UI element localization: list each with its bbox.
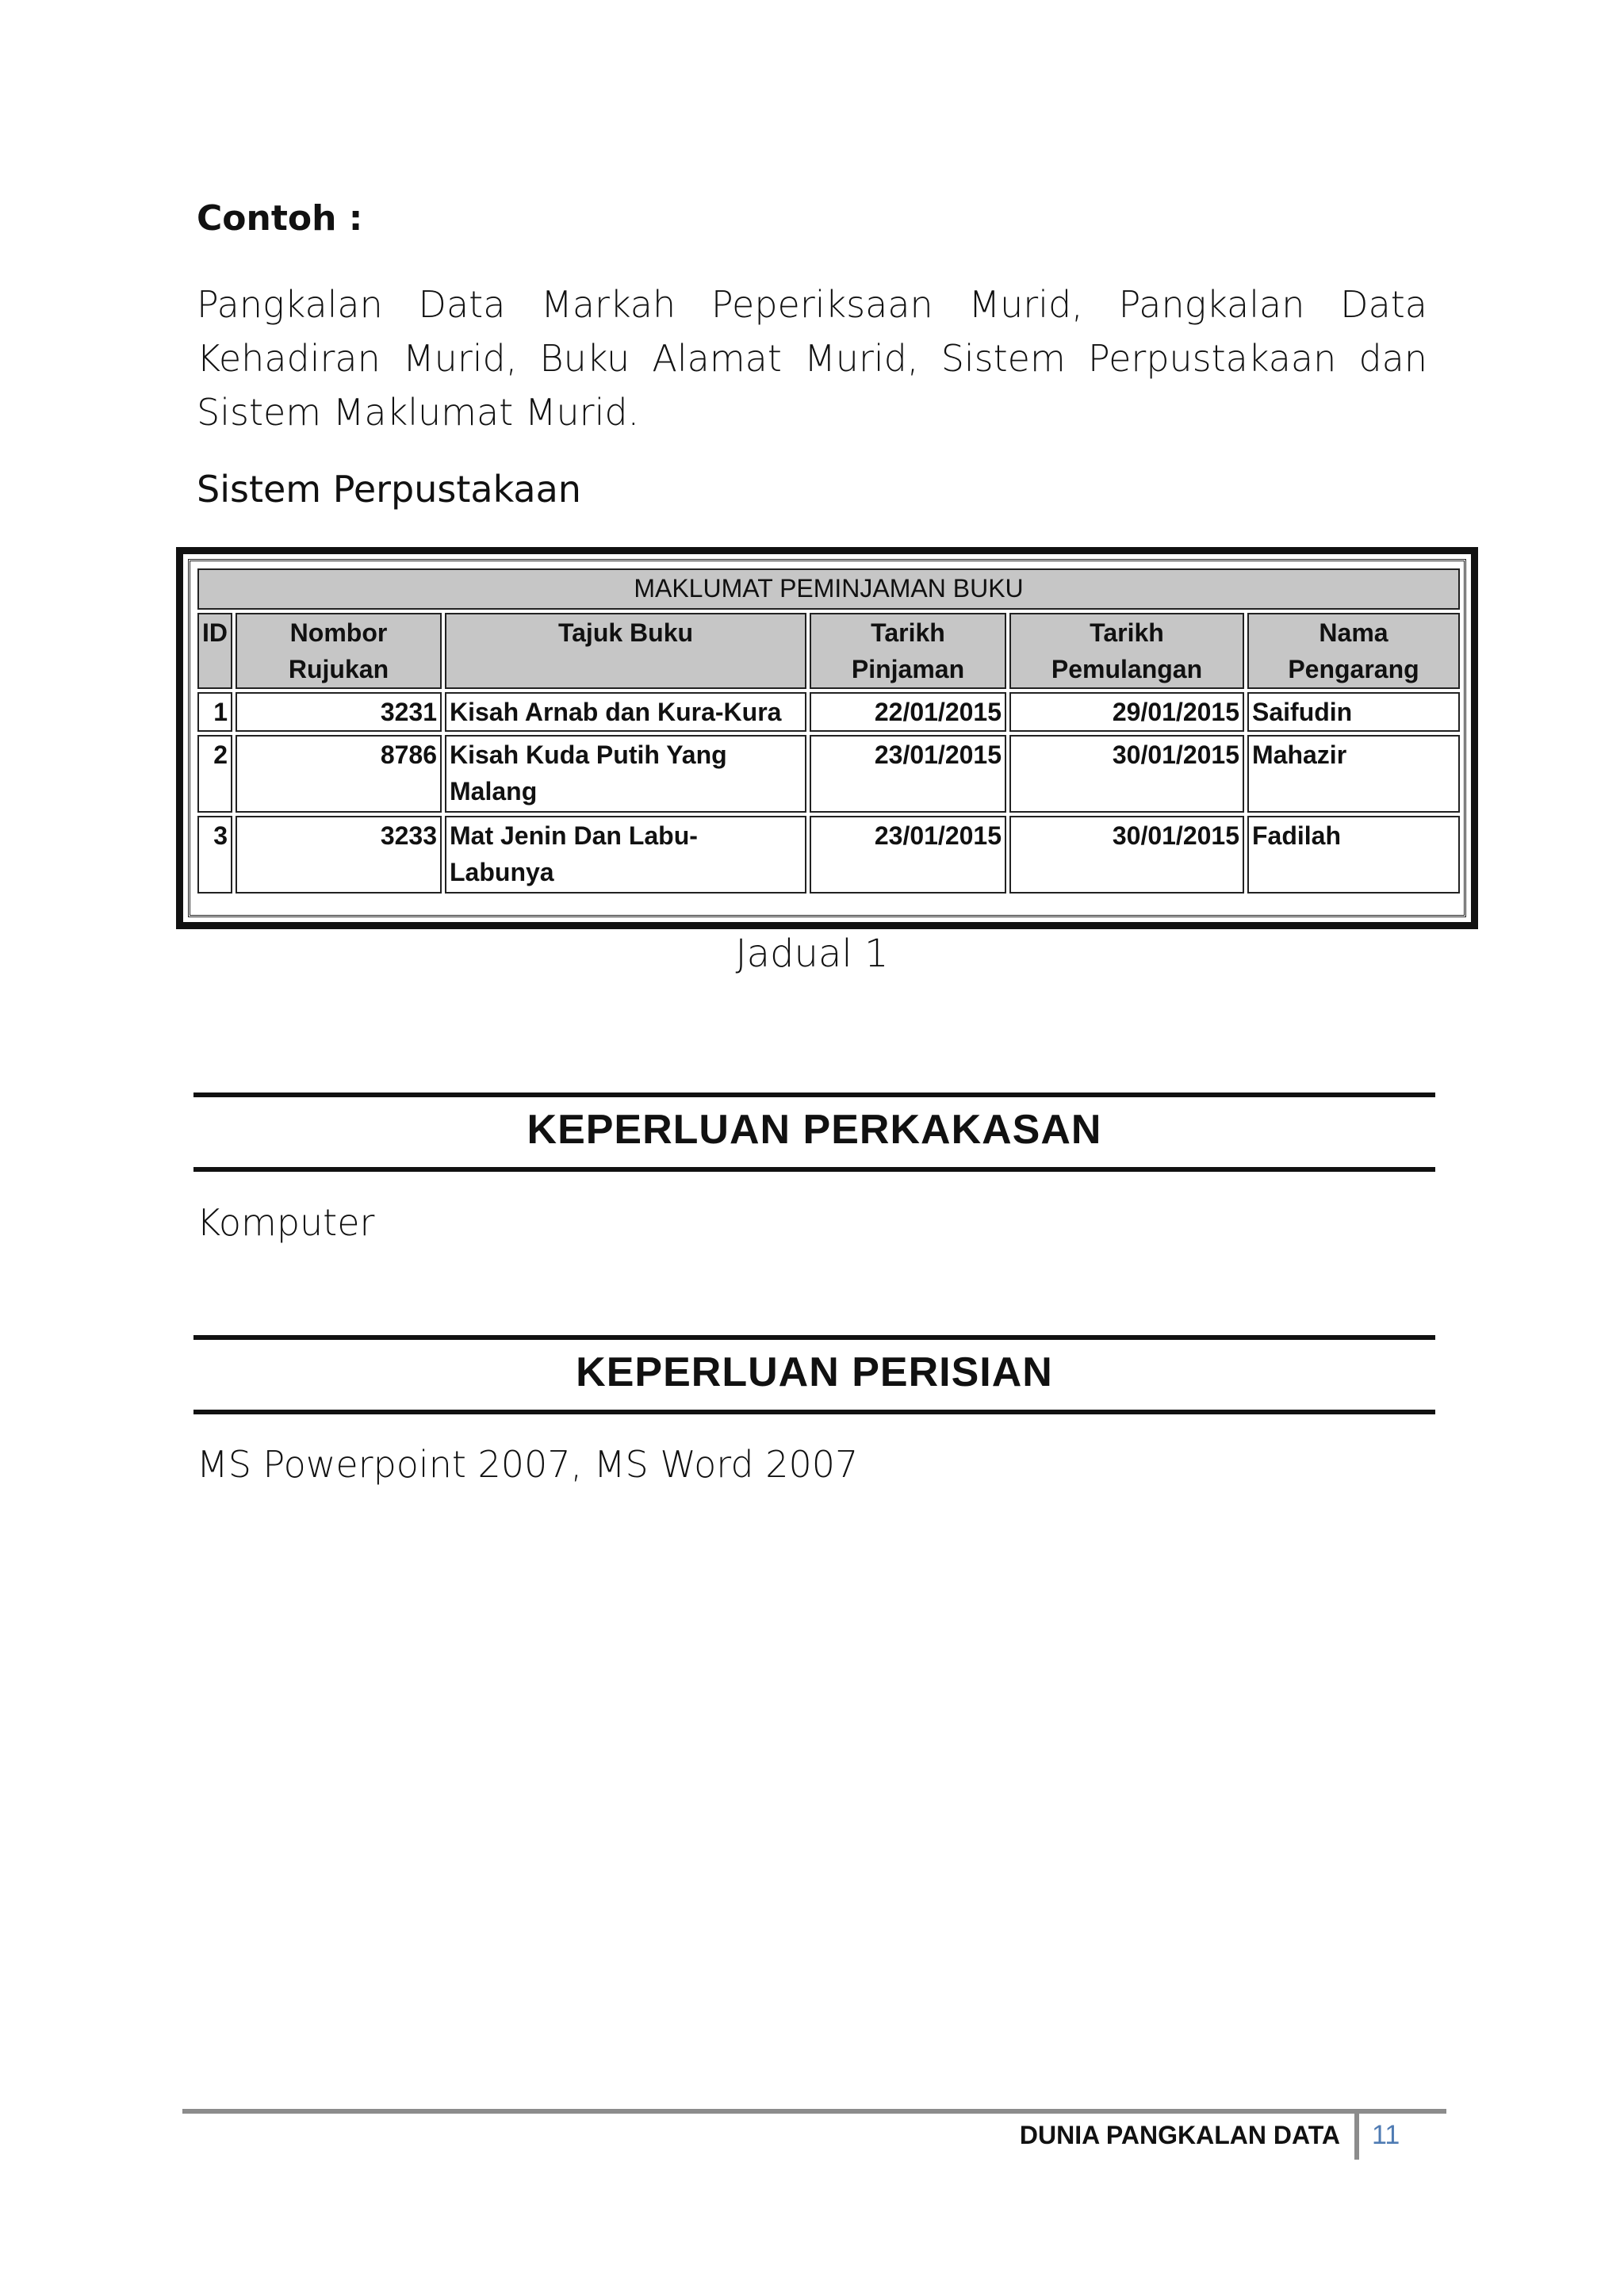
header-pemulangan-line1: Tarikh [1090, 618, 1164, 647]
software-body: MS Powerpoint 2007, MS Word 2007 [197, 1443, 859, 1486]
header-pengarang-line1: Nama [1319, 618, 1388, 647]
footer-divider [1354, 2112, 1359, 2160]
header-pemulangan-line2: Pemulangan [1051, 655, 1203, 683]
contoh-heading: Contoh : [197, 198, 363, 239]
header-tarikh-pinjaman [810, 613, 1006, 689]
cell-pinjaman: 23/01/2015 [810, 816, 1006, 894]
header-pengarang-line2: Pengarang [1288, 655, 1419, 683]
cell-pengarang: Mahazir [1247, 735, 1460, 813]
cell-rujukan: 3231 [236, 692, 442, 732]
intro-paragraph: Pangkalan Data Markah Peperiksaan Murid, Pangkalan Data Kehadiran Murid, Buku Alamat Murid, Sistem Perpustakaan dan Sistem Maklumat Murid. [197, 283, 1427, 434]
cell-pemulangan: 29/01/2015 [1009, 692, 1244, 732]
header-tajuk-buku: Tajuk Buku [445, 613, 806, 689]
cell-tajuk: Kisah Arnab dan Kura-Kura [445, 692, 806, 732]
cell-pengarang: Saifudin [1247, 692, 1460, 732]
loan-table [194, 565, 1463, 897]
header-nombor-line1: Nombor [289, 618, 388, 647]
footer-label: DUNIA PANGKALAN DATA [1019, 2121, 1340, 2149]
footer-rule [182, 2109, 1446, 2114]
table-caption: Jadual 1 [735, 932, 889, 976]
cell-rujukan: 8786 [236, 735, 442, 813]
table-row [197, 735, 1460, 813]
cell-tajuk: Mat Jenin Dan Labu-Labunya [445, 816, 806, 894]
cell-rujukan: 3233 [236, 816, 442, 894]
cell-pengarang: Fadilah [1247, 816, 1460, 894]
header-nama-pengarang [1247, 613, 1460, 689]
page-number: 11 [1372, 2120, 1400, 2150]
library-system-subheading: Sistem Perpustakaan [197, 468, 581, 511]
header-tarikh-pemulangan [1009, 613, 1244, 689]
hardware-rule-bottom [193, 1167, 1435, 1172]
header-nombor-rujukan [236, 613, 442, 689]
cell-pemulangan: 30/01/2015 [1009, 816, 1244, 894]
software-rule-top [193, 1335, 1435, 1340]
table-row [197, 692, 1460, 732]
hardware-body: Komputer [197, 1201, 375, 1244]
software-rule-bottom [193, 1410, 1435, 1414]
header-pinjaman-line1: Tarikh [871, 618, 945, 647]
table-title: MAKLUMAT PEMINJAMAN BUKU [197, 568, 1460, 610]
cell-pinjaman: 22/01/2015 [810, 692, 1006, 732]
cell-pinjaman: 23/01/2015 [810, 735, 1006, 813]
hardware-rule-top [193, 1093, 1435, 1097]
cell-tajuk: Kisah Kuda Putih Yang Malang [445, 735, 806, 813]
header-nombor-line2: Rujukan [288, 655, 389, 683]
software-section-title: KEPERLUAN PERISIAN [576, 1349, 1053, 1395]
cell-id: 3 [197, 816, 232, 894]
table-row [197, 816, 1460, 894]
cell-id: 1 [197, 692, 232, 732]
cell-pemulangan: 30/01/2015 [1009, 735, 1244, 813]
header-pinjaman-line2: Pinjaman [851, 655, 965, 683]
cell-id: 2 [197, 735, 232, 813]
header-id: ID [197, 613, 232, 689]
loan-table-frame [176, 547, 1478, 929]
hardware-section-title: KEPERLUAN PERKAKASAN [527, 1107, 1102, 1153]
